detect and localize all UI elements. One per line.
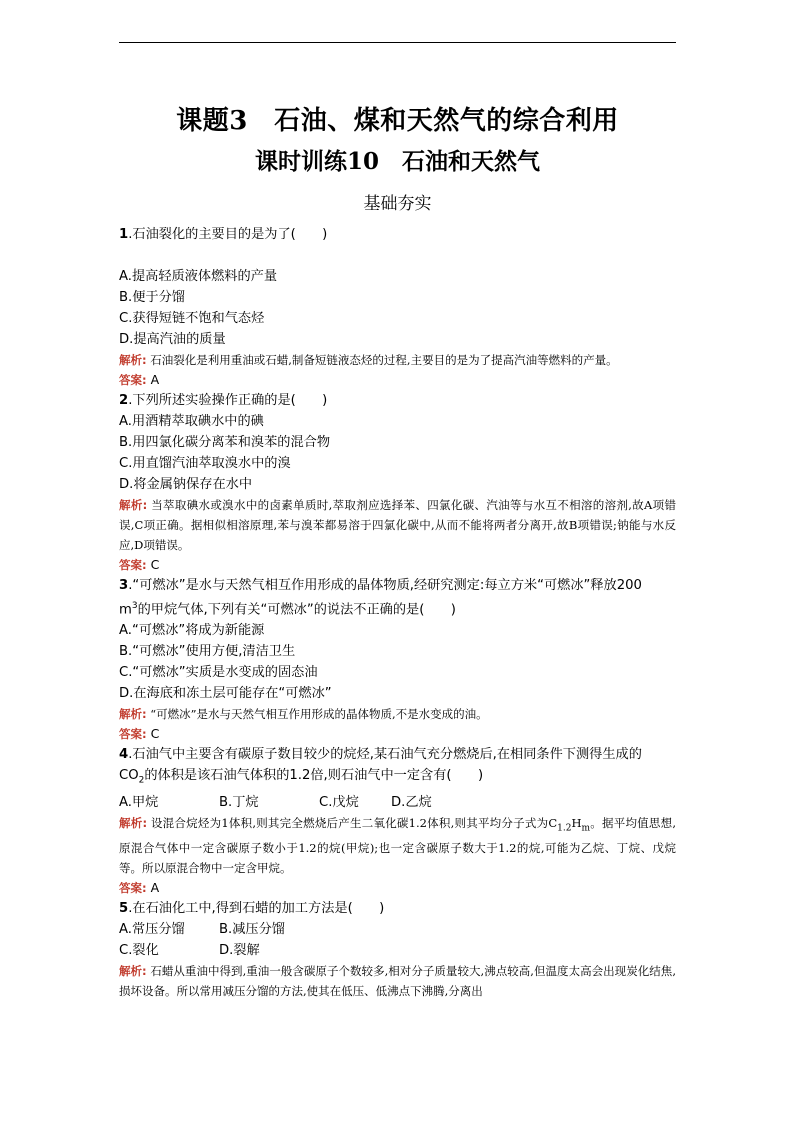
question-5-stem: 5.在石油化工中,得到石蜡的加工方法是( ) (119, 901, 385, 917)
question-2-option-d: D.将金属钠保存在水中 (119, 477, 253, 492)
question-1-answer: 答案: A (119, 372, 160, 387)
question-1-stem: 1.石油裂化的主要目的是为了( ) (119, 227, 328, 242)
question-5-option-c: C.裂化 (119, 943, 159, 959)
question-4-analysis: 解析: 设混合烷烃为1体积,则其完全燃烧后产生二氧化碳1.2体积,则其平均分子式为$C_{1.2}H_m$。据平均值思想,原混合气体中一定含碳原子数小于1.2的烷(甲烷);也一定含碳原子数大于1.2的烷,可能为乙烷、丁烷、戊烷等。所以原混合物中一定含甲烷。 (119, 816, 677, 876)
question-3-answer: 答案: C (119, 726, 160, 742)
question-3-stem: 3.“可燃冰”是水与天然气相互作用形成的晶体物质,经研究测定:每立方米“可燃冰”释放200 $m^3$的甲烷气体,下列有关“可燃冰”的说法不正确的是( ) (119, 578, 642, 618)
question-3-option-b: B.“可燃冰”使用方便,清洁卫生 (119, 644, 296, 660)
question-1-option-a: A.提高轻质液体燃料的产量 (119, 269, 278, 284)
question-4-options (119, 792, 676, 813)
header-rule (119, 42, 676, 43)
question-3-option-a: A.“可燃冰”将成为新能源 (119, 623, 265, 639)
question-4-stem: 4.石油气中主要含有碳原子数目较少的烷烃,某石油气充分燃烧后,在相同条件下测得生成的 $CO_2$的体积是该石油气体积的1.2倍,则石油气中一定含有( ) (119, 747, 642, 787)
question-1-option-b: B.便于分馏 (119, 290, 185, 305)
question-4-option-c: C.戊烷 (319, 795, 359, 811)
question-5-options-row2 (119, 940, 676, 961)
question-5-option-a: A.常压分馏 (119, 922, 185, 938)
question-2-answer: 答案: C (119, 557, 160, 572)
question-2-option-c: C.用直馏汽油萃取溴水中的溴 (119, 456, 291, 471)
question-5-option-d: D.裂解 (219, 943, 260, 959)
question-1-option-d: D.提高汽油的质量 (119, 332, 226, 347)
question-4-option-b: B.丁烷 (219, 795, 259, 811)
question-2-stem: 2.下列所述实验操作正确的是( ) (119, 393, 328, 408)
question-4-option-d: D.乙烷 (391, 795, 432, 811)
question-list (119, 224, 676, 1001)
question-2-option-b: B.用四氯化碳分离苯和溴苯的混合物 (119, 435, 331, 450)
page-subtitle: 课时训练10 石油和天然气 (254, 148, 540, 175)
section-heading: 基础夯实 (363, 194, 432, 214)
question-3-option-c: C.“可燃冰”实质是水变成的固态油 (119, 665, 318, 681)
question-1-option-c: C.获得短链不饱和气态烃 (119, 311, 265, 326)
page-title: 课题3 石油、煤和天然气的综合利用 (176, 106, 619, 136)
question-4-answer: 答案: A (119, 880, 160, 896)
question-5-analysis: 解析: 石蜡从重油中得到,重油一般含碳原子个数较多,相对分子质量较大,沸点较高,但温度太高会出现炭化结焦,损坏设备。所以常用减压分馏的方法,使其在低压、低沸点下沸腾,分离出 (119, 964, 676, 999)
question-1-analysis: 解析: 石油裂化是利用重油或石蜡,制备短链液态烃的过程,主要目的是为了提高汽油等燃料的产量。 (119, 353, 618, 367)
question-2-option-a: A.用酒精萃取碘水中的碘 (119, 414, 264, 429)
question-5-options-row1 (119, 919, 676, 940)
question-3-option-d: D.在海底和冻土层可能存在“可燃冰” (119, 686, 332, 702)
question-2-analysis: 解析: 当萃取碘水或溴水中的卤素单质时,萃取剂应选择苯、四氯化碳、汽油等与水互不相溶的溶剂,故A项错误,C项正确。据相似相溶原理,苯与溴苯都易溶于四氯化碳中,从而不能将两者分离开,故B项错误;钠能与水反应,D项错误。 (119, 498, 676, 552)
question-5-option-b: B.减压分馏 (219, 922, 285, 938)
question-3-analysis: 解析: “可燃冰”是水与天然气相互作用形成的晶体物质,不是水变成的油。 (119, 707, 488, 722)
question-4-option-a: A.甲烷 (119, 795, 159, 811)
